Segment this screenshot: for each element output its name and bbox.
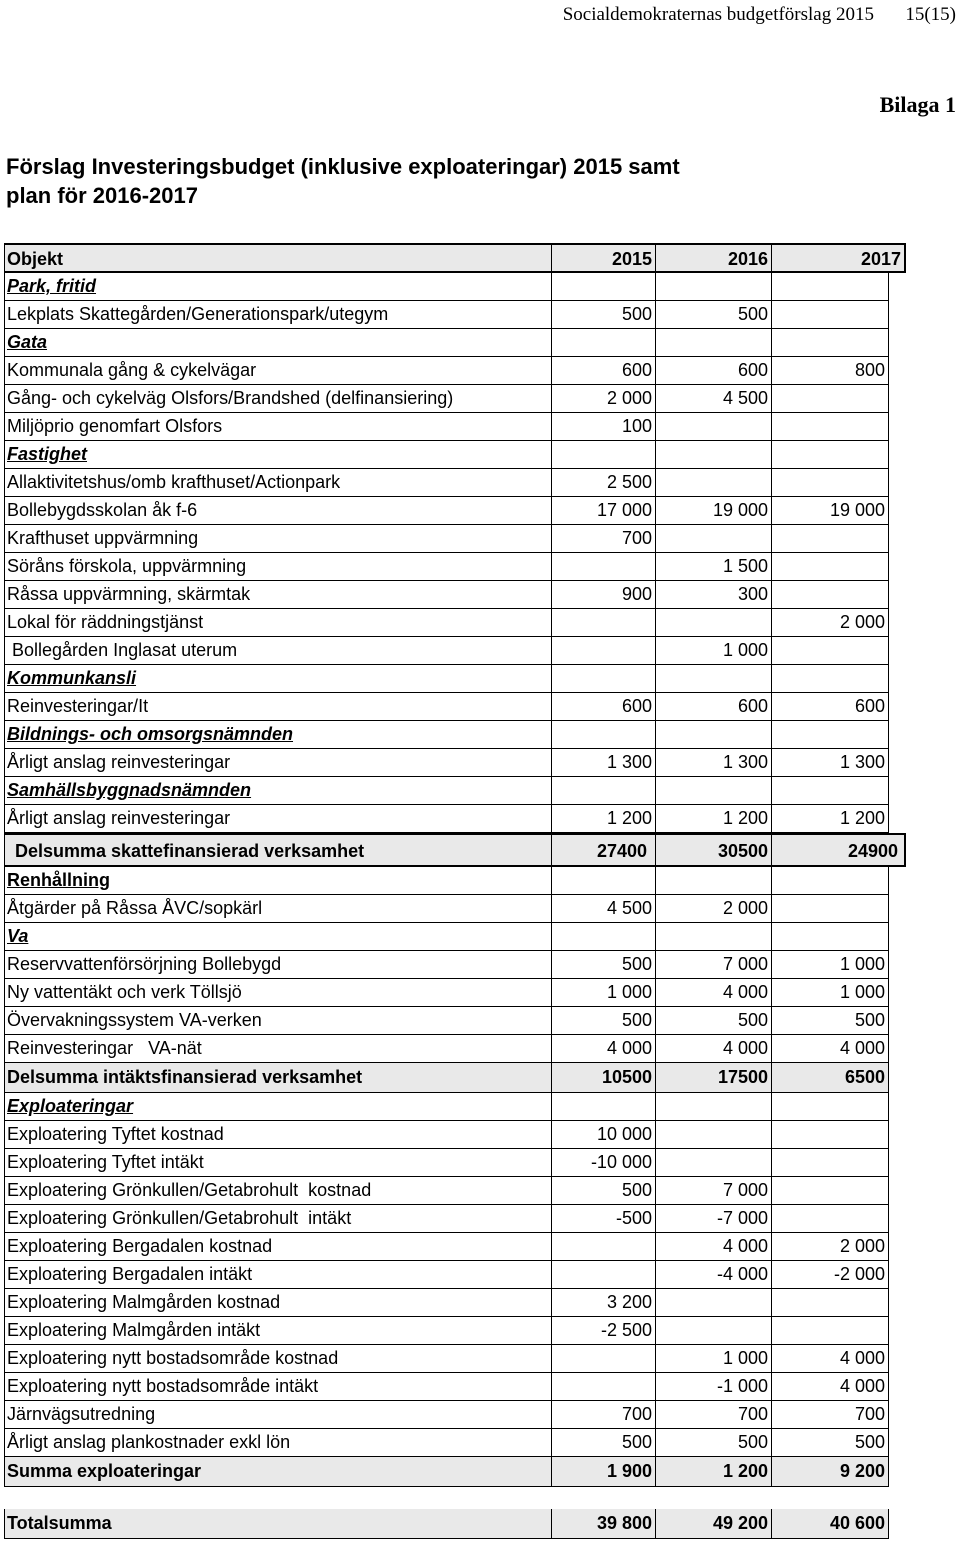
value-cell-2016: -1 000 [655,1373,771,1401]
table-row [4,1373,906,1401]
value-cell-2015: 10500 [551,1063,655,1093]
row-label: Ny vattentäkt och verk Töllsjö [4,979,551,1007]
row-label: Miljöprio genomfart Olsfors [4,413,551,441]
subtotal-row [4,1063,906,1093]
table-row [4,693,906,721]
value-cell-2015: 4 000 [551,1035,655,1063]
value-cell-2017 [771,1121,889,1149]
value-cell-2017 [771,329,889,357]
value-cell-2015: 1 200 [551,805,655,833]
value-cell-2017: 1 200 [771,805,889,833]
table-row [4,1149,906,1177]
section-header-row [4,441,906,469]
value-cell-2017: 9 200 [771,1457,889,1487]
value-cell-2015: 500 [551,1429,655,1457]
row-label: Krafthuset uppvärmning [4,525,551,553]
section-header-row [4,867,906,895]
row-label: Årligt anslag reinvesteringar [4,749,551,777]
value-cell-2017 [771,637,889,665]
column-header-2016: 2016 [655,243,771,273]
table-row [4,1205,906,1233]
row-label: Bollegården Inglasat uterum [4,637,551,665]
row-label: Va [4,923,551,951]
value-cell-2015 [551,721,655,749]
value-cell-2015 [551,273,655,301]
table-row [4,357,906,385]
value-cell-2017: 1 300 [771,749,889,777]
value-cell-2015: 1 300 [551,749,655,777]
row-label: Reinvesteringar/It [4,693,551,721]
page-title [6,152,866,210]
row-label: Exploatering Grönkullen/Getabrohult kostnad [4,1177,551,1205]
value-cell-2016: 300 [655,581,771,609]
value-cell-2017 [771,777,889,805]
table-row [4,1429,906,1457]
page-title-line-1: Förslag Investeringsbudget (inklusive exploateringar) 2015 samt [6,154,680,179]
value-cell-2016: 600 [655,693,771,721]
value-cell-2015 [551,609,655,637]
row-label: Exploatering nytt bostadsområde kostnad [4,1345,551,1373]
value-cell-2017 [771,553,889,581]
table-row [4,1401,906,1429]
value-cell-2016: 1 000 [655,637,771,665]
value-cell-2016 [655,329,771,357]
value-cell-2016: 4 500 [655,385,771,413]
value-cell-2016 [655,721,771,749]
value-cell-2015: 700 [551,525,655,553]
value-cell-2015: 10 000 [551,1121,655,1149]
value-cell-2016: 700 [655,1401,771,1429]
value-cell-2017: 1 000 [771,979,889,1007]
table-row [4,749,906,777]
table-header-row [4,243,906,273]
table-row [4,581,906,609]
value-cell-2017: -2 000 [771,1261,889,1289]
value-cell-2017: 2 000 [771,1233,889,1261]
row-label: Delsumma skattefinansierad verksamhet [4,833,551,867]
value-cell-2016: 1 300 [655,749,771,777]
value-cell-2017 [771,1289,889,1317]
table-row [4,469,906,497]
budget-table [4,243,906,1539]
value-cell-2016: -4 000 [655,1261,771,1289]
row-label: Gång- och cykelväg Olsfors/Brandshed (delfinansiering) [4,385,551,413]
column-header-2015: 2015 [551,243,655,273]
row-label: Övervakningssystem VA-verken [4,1007,551,1035]
value-cell-2015 [551,777,655,805]
value-cell-2017 [771,923,889,951]
value-cell-2016: 17500 [655,1063,771,1093]
table-row [4,895,906,923]
value-cell-2017: 19 000 [771,497,889,525]
table-row [4,979,906,1007]
value-cell-2016 [655,867,771,895]
value-cell-2016: 30500 [655,833,771,867]
table-row [4,1261,906,1289]
row-label: Exploatering Malmgården intäkt [4,1317,551,1345]
row-label: Park, fritid [4,273,551,301]
value-cell-2015 [551,1345,655,1373]
value-cell-2017 [771,721,889,749]
value-cell-2015 [551,441,655,469]
value-cell-2016 [655,665,771,693]
row-label: Exploatering Bergadalen kostnad [4,1233,551,1261]
value-cell-2016 [655,1289,771,1317]
value-cell-2017 [771,1205,889,1233]
section-header-row [4,777,906,805]
value-cell-2016 [655,609,771,637]
row-label: Exploatering Grönkullen/Getabrohult intäkt [4,1205,551,1233]
value-cell-2016 [655,1317,771,1345]
value-cell-2017: 24900 [771,833,906,867]
row-label: Reservvattenförsörjning Bollebygd [4,951,551,979]
column-header-2017: 2017 [771,243,906,273]
value-cell-2016: 1 200 [655,1457,771,1487]
value-cell-2016 [655,525,771,553]
value-cell-2017 [771,581,889,609]
table-row [4,1317,906,1345]
value-cell-2017 [771,665,889,693]
row-label: Lekplats Skattegården/Generationspark/utegym [4,301,551,329]
value-cell-2016: 500 [655,1007,771,1035]
row-label: Exploatering nytt bostadsområde intäkt [4,1373,551,1401]
value-cell-2016 [655,1121,771,1149]
value-cell-2017: 500 [771,1007,889,1035]
table-row [4,1121,906,1149]
value-cell-2015 [551,553,655,581]
value-cell-2015: 3 200 [551,1289,655,1317]
table-row [4,497,906,525]
value-cell-2017 [771,441,889,469]
value-cell-2015: 500 [551,1007,655,1035]
subtotal-row [4,1457,906,1487]
value-cell-2015: 600 [551,357,655,385]
table-row [4,1177,906,1205]
row-label: Årligt anslag reinvesteringar [4,805,551,833]
value-cell-2016: 7 000 [655,951,771,979]
value-cell-2015: 900 [551,581,655,609]
value-cell-2016: -7 000 [655,1205,771,1233]
value-cell-2015: -500 [551,1205,655,1233]
value-cell-2015: 700 [551,1401,655,1429]
table-row [4,1345,906,1373]
value-cell-2017: 4 000 [771,1035,889,1063]
value-cell-2016: 500 [655,301,771,329]
value-cell-2016 [655,413,771,441]
value-cell-2016 [655,1149,771,1177]
value-cell-2017: 800 [771,357,889,385]
value-cell-2016: 1 500 [655,553,771,581]
value-cell-2015: 39 800 [551,1509,655,1539]
row-label: Järnvägsutredning [4,1401,551,1429]
value-cell-2015: 500 [551,951,655,979]
row-label: Kommunkansli [4,665,551,693]
table-row [4,637,906,665]
value-cell-2017 [771,1317,889,1345]
section-header-row [4,273,906,301]
row-label: Kommunala gång & cykelvägar [4,357,551,385]
value-cell-2015: 600 [551,693,655,721]
row-label: Årligt anslag plankostnader exkl lön [4,1429,551,1457]
row-label: Delsumma intäktsfinansierad verksamhet [4,1063,551,1093]
value-cell-2017: 40 600 [771,1509,889,1539]
value-cell-2016: 600 [655,357,771,385]
table-row [4,301,906,329]
value-cell-2017 [771,1093,889,1121]
value-cell-2017: 600 [771,693,889,721]
value-cell-2015: 1 000 [551,979,655,1007]
value-cell-2017: 2 000 [771,609,889,637]
value-cell-2016 [655,273,771,301]
value-cell-2016 [655,777,771,805]
attachment-label: Bilaga 1 [879,92,956,117]
row-label: Åtgärder på Råssa ÅVC/sopkärl [4,895,551,923]
value-cell-2015 [551,923,655,951]
value-cell-2016: 49 200 [655,1509,771,1539]
value-cell-2015 [551,637,655,665]
section-header-row [4,1093,906,1121]
value-cell-2017 [771,469,889,497]
table-row [4,413,906,441]
value-cell-2015 [551,867,655,895]
value-cell-2017 [771,301,889,329]
value-cell-2015 [551,1233,655,1261]
grand-total-row [4,1509,906,1539]
table-row [4,805,906,833]
row-label: Samhällsbyggnadsnämnden [4,777,551,805]
table-body [4,273,906,1539]
value-cell-2015: 2 000 [551,385,655,413]
row-label: Söråns förskola, uppvärmning [4,553,551,581]
row-label: Lokal för räddningstjänst [4,609,551,637]
table-spacer [4,1487,906,1509]
value-cell-2016: 4 000 [655,1233,771,1261]
row-label: Exploatering Bergadalen intäkt [4,1261,551,1289]
header-page-number: 15(15) [905,4,956,25]
row-label: Fastighet [4,441,551,469]
value-cell-2017 [771,1149,889,1177]
value-cell-2017 [771,273,889,301]
row-label: Renhållning [4,867,551,895]
value-cell-2015: 100 [551,413,655,441]
row-label: Gata [4,329,551,357]
page-title-line-2: plan för 2016-2017 [6,183,198,208]
page-header [0,0,960,30]
row-label: Bildnings- och omsorgsnämnden [4,721,551,749]
value-cell-2015 [551,329,655,357]
table-row [4,1289,906,1317]
value-cell-2016 [655,441,771,469]
value-cell-2016 [655,923,771,951]
value-cell-2016: 7 000 [655,1177,771,1205]
value-cell-2017: 500 [771,1429,889,1457]
table-row [4,1007,906,1035]
value-cell-2016 [655,1093,771,1121]
value-cell-2017: 700 [771,1401,889,1429]
section-header-row [4,329,906,357]
value-cell-2015: -10 000 [551,1149,655,1177]
table-row [4,525,906,553]
table-row [4,385,906,413]
value-cell-2017 [771,895,889,923]
row-label: Exploateringar [4,1093,551,1121]
value-cell-2015 [551,1093,655,1121]
section-header-row [4,923,906,951]
column-header-object: Objekt [4,243,551,273]
table-row [4,609,906,637]
value-cell-2017 [771,413,889,441]
header-document-title: Socialdemokraternas budgetförslag 2015 [562,4,874,25]
value-cell-2017 [771,1177,889,1205]
table-row [4,1233,906,1261]
value-cell-2017: 1 000 [771,951,889,979]
section-header-row [4,721,906,749]
value-cell-2015: 17 000 [551,497,655,525]
table-row [4,553,906,581]
table-row [4,951,906,979]
row-label: Exploatering Tyftet intäkt [4,1149,551,1177]
row-label: Summa exploateringar [4,1457,551,1487]
value-cell-2017: 6500 [771,1063,889,1093]
value-cell-2016: 1 000 [655,1345,771,1373]
value-cell-2016: 1 200 [655,805,771,833]
row-label: Exploatering Malmgården kostnad [4,1289,551,1317]
value-cell-2015: 1 900 [551,1457,655,1487]
value-cell-2017: 4 000 [771,1345,889,1373]
table-row [4,1035,906,1063]
row-label: Exploatering Tyftet kostnad [4,1121,551,1149]
value-cell-2015: 27400 [551,833,655,867]
row-label: Bollebygdsskolan åk f-6 [4,497,551,525]
value-cell-2015: 500 [551,1177,655,1205]
value-cell-2017: 4 000 [771,1373,889,1401]
value-cell-2015: -2 500 [551,1317,655,1345]
value-cell-2016: 19 000 [655,497,771,525]
value-cell-2016: 4 000 [655,979,771,1007]
value-cell-2016: 500 [655,1429,771,1457]
value-cell-2015: 4 500 [551,895,655,923]
value-cell-2015: 500 [551,301,655,329]
value-cell-2016: 4 000 [655,1035,771,1063]
value-cell-2015 [551,665,655,693]
subtotal-row [4,833,906,867]
value-cell-2016: 2 000 [655,895,771,923]
value-cell-2015: 2 500 [551,469,655,497]
row-label: Allaktivitetshus/omb krafthuset/Actionpark [4,469,551,497]
row-label: Reinvesteringar VA-nät [4,1035,551,1063]
value-cell-2015 [551,1261,655,1289]
row-label: Totalsumma [4,1509,551,1539]
value-cell-2017 [771,867,889,895]
value-cell-2017 [771,525,889,553]
value-cell-2017 [771,385,889,413]
row-label: Råssa uppvärmning, skärmtak [4,581,551,609]
section-header-row [4,665,906,693]
value-cell-2015 [551,1373,655,1401]
value-cell-2016 [655,469,771,497]
